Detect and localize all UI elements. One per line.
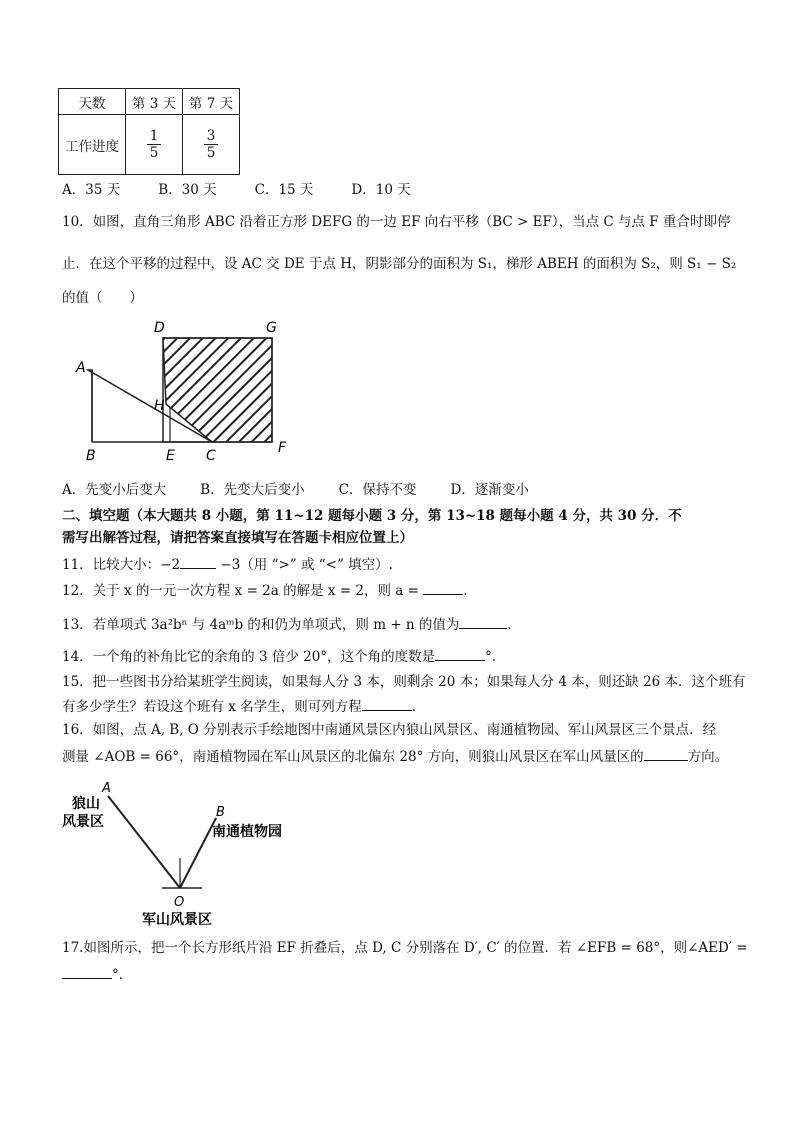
q13-text: 13．若单项式 3a²bⁿ 与 4aᵐb 的和仍为单项式，则 m + n 的值为 ． <box>62 614 521 635</box>
ray-oa <box>108 796 180 888</box>
q10-options <box>62 480 567 500</box>
svg-text:O: O <box>174 895 185 910</box>
svg-text:狼山: 狼山 <box>72 796 100 812</box>
option: D．逐渐变小 <box>450 482 529 498</box>
answer-blank[interactable] <box>459 614 507 629</box>
option: B．30 天 <box>158 182 217 198</box>
q11-text: 11．比较大小：−2 −3（用 “>” 或 “<” 填空）. <box>62 554 393 575</box>
q10-text: 止．在这个平移的过程中，设 AC 交 DE 于点 H，阴影部分的面积为 S₁，梯形 ABEH 的面积为 S₂，则 S₁ − S₂ <box>62 256 737 272</box>
q10-text: 10．如图，直角三角形 ABC 沿着正方形 DEFG 的一边 EF 向右平移（BC > EF），当点 C 与点 F 重合时即停 <box>62 214 731 230</box>
svg-text:G: G <box>266 320 277 336</box>
shaded-region <box>163 338 272 442</box>
option: C．15 天 <box>254 182 314 198</box>
answer-blank[interactable] <box>423 580 463 595</box>
table-header: 第 3 天 <box>126 89 183 115</box>
q16-map-figure <box>62 778 322 930</box>
table-cell: $\frac{3}{5}$ <box>183 115 240 175</box>
q15-text: 有多少学生？若设这个班有 x 名学生，则可列方程 ． <box>62 696 425 717</box>
svg-text:H: H <box>154 398 165 414</box>
q14-text: 14．一个角的补角比它的余角的 3 倍少 20°，这个角的度数是 °． <box>62 646 505 667</box>
answer-blank[interactable] <box>62 964 112 979</box>
answer-blank[interactable] <box>362 696 412 711</box>
table-header: 第 7 天 <box>183 89 240 115</box>
svg-text:C: C <box>206 448 216 464</box>
q17-text: °． <box>62 964 132 985</box>
option: D．10 天 <box>351 182 411 198</box>
q15-text: 15．把一些图书分给某班学生阅读，如果每人分 3 本，则剩余 20 本；如果每人分 4 本，则还缺 26 本．这个班有 <box>62 674 746 690</box>
svg-text:F: F <box>278 440 287 456</box>
svg-text:E: E <box>166 448 175 464</box>
progress-table <box>58 88 240 175</box>
option: B．先变大后变小 <box>200 482 305 498</box>
svg-text:军山风景区: 军山风景区 <box>142 912 212 928</box>
option: A．先变小后变大 <box>62 482 167 498</box>
q16-text: 测量 ∠AOB = 66°，南通植物园在军山风景区的北偏东 28° 方向，则狼山风景区在军山风量区的 方向。 <box>62 746 728 767</box>
table-row-label: 工作进度 <box>59 115 126 175</box>
section-heading: 需写出解答过程，请把答案直接填写在答题卡相应位置上） <box>62 530 413 546</box>
q16-text: 16．如图，点 A, B, O 分别表示手绘地图中南通风景区内狼山风景区、南通植物园、军山风景区三个景点．经 <box>62 722 717 738</box>
ray-ob <box>180 818 216 888</box>
svg-text:风景区: 风景区 <box>62 814 104 830</box>
option: C．保持不变 <box>338 482 417 498</box>
q10-figure <box>62 312 312 472</box>
table-header: 天数 <box>59 89 126 115</box>
q10-text: 的值（ ） <box>62 290 143 306</box>
q12-text: 12．关于 x 的一元一次方程 x = 2a 的解是 x = 2，则 a = ． <box>62 580 477 601</box>
answer-blank[interactable] <box>435 646 485 661</box>
section-heading: 二、填空题（本大题共 8 小题，第 11~12 题每小题 3 分，第 13~18 题每小题 4 分，共 30 分．不 <box>62 508 682 524</box>
table-cell: $\frac{1}{5}$ <box>126 115 183 175</box>
svg-text:A: A <box>102 781 111 796</box>
answer-blank[interactable] <box>644 746 688 761</box>
answer-blank[interactable] <box>180 554 216 569</box>
option: A．35 天 <box>62 182 121 198</box>
svg-text:B: B <box>216 805 225 820</box>
q9-options <box>62 180 449 200</box>
svg-text:D: D <box>154 320 165 336</box>
svg-text:南通植物园: 南通植物园 <box>212 824 282 840</box>
svg-text:A: A <box>76 360 86 376</box>
svg-text:B: B <box>86 448 96 464</box>
q17-text: 17.如图所示，把一个长方形纸片沿 EF 折叠后，点 D, C 分别落在 D′, C′ 的位置．若 ∠EFB = 68°，则∠AED′ = <box>62 940 748 956</box>
